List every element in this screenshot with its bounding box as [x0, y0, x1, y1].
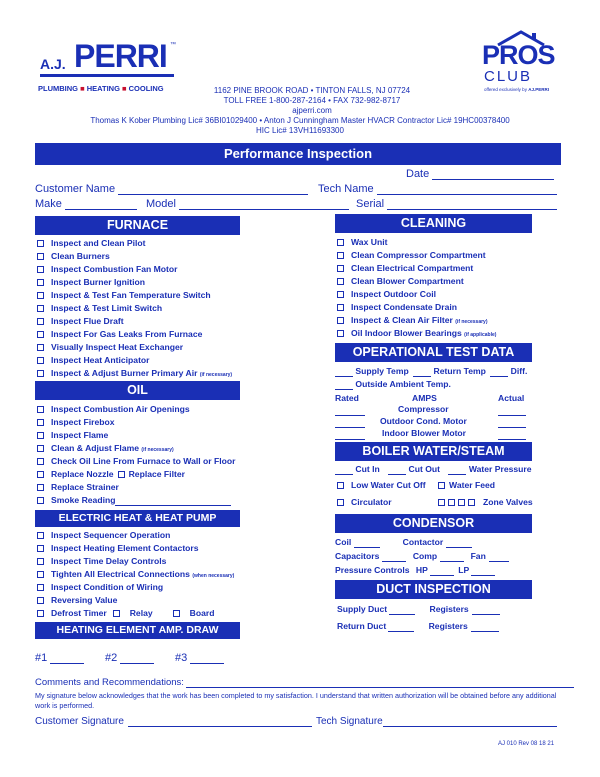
checkbox[interactable]: [37, 266, 44, 273]
oil-item[interactable]: Check Oil Line From Furnace to Wall or Floor: [37, 456, 235, 467]
checkbox[interactable]: [468, 499, 475, 506]
checkbox[interactable]: [337, 482, 344, 489]
cleaning-item[interactable]: Inspect Condensate Drain: [337, 302, 457, 313]
checkbox[interactable]: [37, 292, 44, 299]
model-label: Model: [146, 198, 176, 210]
checkbox[interactable]: [37, 558, 44, 565]
amp-row-label: Outdoor Cond. Motor: [380, 416, 467, 426]
electric-item[interactable]: Reversing Value: [37, 595, 117, 606]
oil-item[interactable]: Inspect Flame: [37, 430, 108, 441]
acknowledgement: My signature below acknowledges that the work has been completed to my satisfaction. I understand that written authorization will be obtained before any additional work is performed.: [35, 691, 557, 710]
amp-field-1[interactable]: #1: [35, 652, 84, 664]
furnace-item[interactable]: Inspect Combustion Fan Motor: [37, 264, 178, 275]
comments-field[interactable]: [35, 677, 574, 688]
checkbox[interactable]: [37, 545, 44, 552]
boiler-header: BOILER WATER/STEAM: [335, 442, 532, 461]
electric-header: ELECTRIC HEAT & HEAT PUMP: [35, 510, 240, 527]
date-field[interactable]: [406, 168, 554, 180]
checkbox[interactable]: [37, 584, 44, 591]
customer-signature-label: Customer Signature: [35, 716, 124, 727]
amp-field-3[interactable]: #3: [175, 652, 224, 664]
tech-signature-field[interactable]: [316, 716, 557, 727]
customer-name-label: Customer Name: [35, 183, 116, 195]
form-title: Performance Inspection: [35, 143, 561, 165]
checkbox[interactable]: [173, 610, 180, 617]
revision: AJ 010 Rev 08 18 21: [498, 741, 555, 747]
furnace-item[interactable]: Inspect For Gas Leaks From Furnace: [37, 329, 202, 340]
rated-label: Rated: [335, 393, 359, 403]
amp-row[interactable]: [498, 417, 526, 428]
website: ajperri.com: [292, 106, 332, 115]
make-field[interactable]: [35, 198, 137, 210]
address: 1162 PINE BROOK ROAD • TINTON FALLS, NJ 07724: [213, 86, 411, 95]
furnace-item[interactable]: Inspect Heat Anticipator: [37, 355, 150, 366]
comments-label: Comments and Recommendations:: [35, 677, 184, 688]
checkbox[interactable]: [337, 330, 344, 337]
checkbox[interactable]: [37, 532, 44, 539]
duct-row[interactable]: Return Duct Registers: [337, 621, 499, 632]
checkbox[interactable]: [337, 252, 344, 259]
checkbox[interactable]: [37, 445, 44, 452]
pros-text: PROS: [482, 40, 555, 70]
boiler-row[interactable]: Circulator Zone Valves: [337, 497, 533, 508]
checkbox[interactable]: [337, 291, 344, 298]
duct-header: DUCT INSPECTION: [335, 580, 532, 599]
serial-field[interactable]: [356, 198, 557, 210]
boiler-row[interactable]: Cut In Cut Out Water Pressure: [335, 464, 532, 475]
checkbox[interactable]: [37, 458, 44, 465]
logo-tm: ™: [170, 42, 176, 48]
amp-field-2[interactable]: #2: [105, 652, 154, 664]
checkbox[interactable]: [37, 484, 44, 491]
make-label: Make: [35, 198, 62, 210]
condensor-header: CONDENSOR: [335, 514, 532, 533]
checkbox[interactable]: [37, 357, 44, 364]
duct-row[interactable]: Supply Duct Registers: [337, 604, 500, 615]
service-cooling: COOLING: [128, 84, 164, 93]
checkbox[interactable]: [37, 406, 44, 413]
logo-name: PERRI: [74, 38, 167, 74]
amp-row[interactable]: [335, 417, 365, 428]
model-field[interactable]: [146, 198, 349, 210]
oil-item[interactable]: Replace Nozzle Replace Filter: [37, 469, 185, 480]
checkbox[interactable]: [37, 318, 44, 325]
furnace-item[interactable]: Inspect and Clean Pilot: [37, 238, 146, 249]
checkbox[interactable]: [37, 471, 44, 478]
furnace-item[interactable]: Inspect & Adjust Burner Primary Air (if necessary): [37, 368, 232, 381]
checkbox[interactable]: [337, 265, 344, 272]
electric-item[interactable]: Inspect Heating Element Contactors: [37, 543, 199, 554]
cleaning-header: CLEANING: [335, 214, 532, 233]
checkbox[interactable]: [337, 317, 344, 324]
checkbox[interactable]: [37, 571, 44, 578]
cleaning-item[interactable]: Clean Blower Compartment: [337, 276, 464, 287]
checkbox[interactable]: [37, 432, 44, 439]
tech-name-field[interactable]: [318, 183, 557, 195]
checkbox[interactable]: [458, 499, 465, 506]
cleaning-item[interactable]: Inspect Outdoor Coil: [337, 289, 436, 300]
cleaning-item[interactable]: Oil Indoor Blower Bearings (if applicable): [337, 328, 496, 341]
operational-header: OPERATIONAL TEST DATA: [335, 343, 532, 362]
checkbox[interactable]: [37, 331, 44, 338]
checkbox[interactable]: [438, 482, 445, 489]
checkbox[interactable]: [37, 497, 44, 504]
checkbox[interactable]: [37, 610, 44, 617]
amp-row[interactable]: [335, 429, 365, 440]
electric-item[interactable]: Inspect Sequencer Operation: [37, 530, 170, 541]
oil-item[interactable]: Smoke Reading: [37, 495, 231, 506]
checkbox[interactable]: [337, 499, 344, 506]
amp-row[interactable]: [335, 405, 365, 416]
service-plumbing: PLUMBING: [38, 84, 78, 93]
checkbox[interactable]: [37, 240, 44, 247]
actual-label: Actual: [498, 393, 525, 403]
customer-name-field[interactable]: [35, 183, 308, 195]
electric-item[interactable]: Inspect Time Delay Controls: [37, 556, 166, 567]
logo-prefix: A.J.: [40, 56, 66, 72]
cleaning-item[interactable]: Clean Electrical Compartment: [337, 263, 473, 274]
checkbox[interactable]: [37, 253, 44, 260]
electric-item[interactable]: Tighten All Electrical Connections (when necessary): [37, 569, 234, 582]
checkbox[interactable]: [337, 278, 344, 285]
customer-signature-field[interactable]: [35, 716, 312, 727]
date-label: Date: [406, 168, 430, 180]
tech-signature-label: Tech Signature: [316, 716, 383, 727]
cleaning-item[interactable]: Wax Unit: [337, 237, 387, 248]
boiler-row[interactable]: Low Water Cut Off Water Feed: [337, 480, 495, 491]
cleaning-item[interactable]: Inspect & Clean Air Filter (if necessary): [337, 315, 488, 328]
amps-label: AMPS: [412, 393, 437, 403]
amp-row-label: Indoor Blower Motor: [382, 428, 467, 438]
checkbox[interactable]: [337, 304, 344, 311]
electric-item[interactable]: Inspect Condition of Wiring: [37, 582, 163, 593]
furnace-item[interactable]: Visually Inspect Heat Exchanger: [37, 342, 183, 353]
pros-tagline: offered exclusively by AJ.PERRI: [484, 87, 549, 92]
checkbox[interactable]: [448, 499, 455, 506]
hic-license: HIC Lic# 13VH11693300: [256, 126, 344, 135]
condensor-row[interactable]: Coil Contactor: [335, 537, 472, 548]
checkbox[interactable]: [37, 419, 44, 426]
amp-row[interactable]: [498, 405, 526, 416]
furnace-header: FURNACE: [35, 216, 240, 235]
oil-item[interactable]: Replace Strainer: [37, 482, 119, 493]
serial-label: Serial: [356, 198, 385, 210]
logo-services: PLUMBING ■ HEATING ■ COOLING: [38, 84, 164, 93]
checkbox[interactable]: [118, 471, 125, 478]
amp-draw-header: HEATING ELEMENT AMP. DRAW: [35, 622, 240, 639]
checkbox[interactable]: [37, 597, 44, 604]
condensor-row[interactable]: Capacitors Comp Fan: [335, 551, 509, 562]
checkbox[interactable]: [37, 370, 44, 377]
checkbox[interactable]: [337, 239, 344, 246]
licenses: Thomas K Kober Plumbing Lic# 36BI01029400 • Anton J Cunningham Master HVACR Contractor Lic# 19HC00378400: [90, 116, 510, 125]
condensor-row[interactable]: Pressure Controls HP LP: [335, 565, 495, 576]
checkbox[interactable]: [438, 499, 445, 506]
phones: TOLL FREE 1-800-287-2164 • FAX 732-982-8717: [223, 96, 401, 105]
furnace-item[interactable]: Inspect Burner Ignition: [37, 277, 145, 288]
outside-temp-row[interactable]: Outside Ambient Temp.: [335, 379, 451, 390]
club-text: CLUB: [484, 68, 533, 85]
oil-item[interactable]: Inspect Combustion Air Openings: [37, 404, 190, 415]
service-heating: HEATING: [86, 84, 120, 93]
checkbox[interactable]: [37, 279, 44, 286]
furnace-item[interactable]: Inspect & Test Fan Temperature Switch: [37, 290, 211, 301]
amp-row-label: Compressor: [398, 404, 449, 414]
cleaning-item[interactable]: Clean Compressor Compartment: [337, 250, 486, 261]
oil-header: OIL: [35, 381, 240, 400]
checkbox[interactable]: [37, 344, 44, 351]
tech-name-label: Tech Name: [318, 183, 374, 195]
furnace-item[interactable]: Clean Burners: [37, 251, 110, 262]
electric-item[interactable]: Defrost Timer Relay Board: [37, 608, 215, 619]
furnace-item[interactable]: Inspect Flue Draft: [37, 316, 124, 327]
temps-row[interactable]: Supply Temp Return Temp Diff.: [335, 366, 527, 377]
furnace-item[interactable]: Inspect & Test Limit Switch: [37, 303, 162, 314]
oil-item[interactable]: Inspect Firebox: [37, 417, 115, 428]
amp-row[interactable]: [498, 429, 526, 440]
oil-item[interactable]: Clean & Adjust Flame (if necessary): [37, 443, 174, 456]
checkbox[interactable]: [37, 305, 44, 312]
checkbox[interactable]: [113, 610, 120, 617]
